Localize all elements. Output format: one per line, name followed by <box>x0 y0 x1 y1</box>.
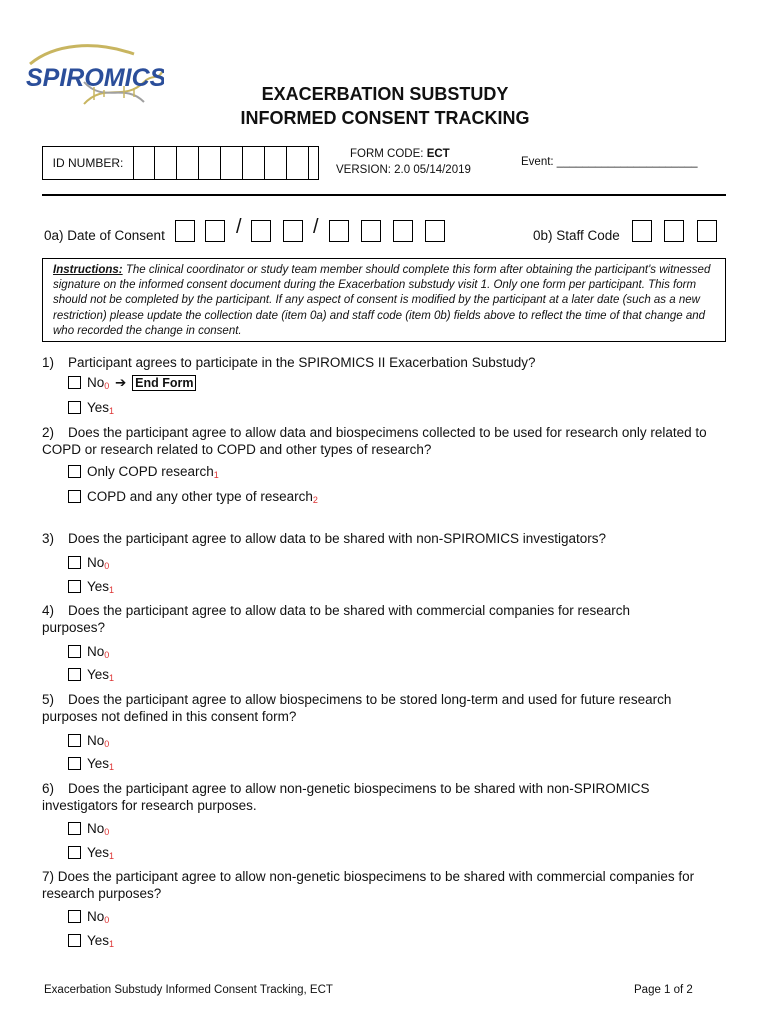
option-label: Yes <box>87 667 110 682</box>
checkbox[interactable] <box>68 401 81 414</box>
checkbox[interactable] <box>68 757 81 770</box>
option-label: No <box>87 821 105 836</box>
date-digit-box[interactable] <box>425 220 445 242</box>
form-title-line2: INFORMED CONSENT TRACKING <box>240 108 530 128</box>
option-label: COPD and any other type of research <box>87 489 313 504</box>
question-number: 5) <box>42 692 55 707</box>
option-label: No <box>87 375 105 390</box>
option-code: 1 <box>109 673 115 683</box>
option-q5-no[interactable] <box>68 733 109 749</box>
option-q4-yes[interactable] <box>68 667 114 683</box>
checkbox[interactable] <box>68 668 81 681</box>
question-6 <box>42 780 682 814</box>
question-text: Participant agrees to participate in the SPIROMICS II Exacerbation Substudy? <box>68 355 536 370</box>
id-number-cell[interactable] <box>199 147 221 179</box>
staff-code-box[interactable] <box>632 220 652 242</box>
question-4 <box>42 602 662 636</box>
id-number-cell[interactable] <box>287 147 309 179</box>
option-code: 1 <box>109 939 115 949</box>
option-code: 0 <box>104 381 110 391</box>
option-q2-copd-only[interactable] <box>68 464 219 480</box>
option-code: 0 <box>104 915 110 925</box>
question-1 <box>42 354 732 371</box>
option-code: 1 <box>109 851 115 861</box>
footer-form-name: Exacerbation Substudy Informed Consent Tracking, ECT <box>44 984 333 996</box>
question-text: Does the participant agree to allow non-genetic biospecimens to be shared with commercial companies for research purposes? <box>42 869 695 901</box>
arrow-right-icon: ➔ <box>115 375 127 390</box>
id-number-cell[interactable] <box>155 147 177 179</box>
checkbox[interactable] <box>68 490 81 503</box>
option-code: 1 <box>109 406 115 416</box>
option-label: Only COPD research <box>87 464 214 479</box>
staff-code-label: 0b) Staff Code <box>533 228 620 243</box>
question-text: Does the participant agree to allow data to be shared with non-SPIROMICS investigators? <box>68 531 607 546</box>
id-number-box <box>42 146 319 180</box>
date-digit-box[interactable] <box>329 220 349 242</box>
question-number: 3) <box>42 531 55 546</box>
date-separator: / <box>313 216 319 238</box>
question-5 <box>42 691 702 725</box>
staff-code-box[interactable] <box>697 220 717 242</box>
option-label: No <box>87 733 105 748</box>
option-label: Yes <box>87 400 110 415</box>
option-q1-no[interactable] <box>68 375 196 391</box>
option-label: No <box>87 555 105 570</box>
event-field[interactable]: Event: ______________________ <box>521 156 698 168</box>
id-number-cell[interactable] <box>243 147 265 179</box>
id-number-label: ID NUMBER: <box>43 147 134 179</box>
option-code: 0 <box>104 827 110 837</box>
option-q6-no[interactable] <box>68 821 109 837</box>
question-text: Does the participant agree to allow non-genetic biospecimens to be shared with non-SPIROMICS investigators for research purposes. <box>42 781 650 813</box>
staff-code-box[interactable] <box>664 220 684 242</box>
option-q2-copd-other[interactable] <box>68 489 318 505</box>
question-3 <box>42 530 732 547</box>
date-digit-box[interactable] <box>393 220 413 242</box>
question-text: Does the participant agree to allow data and biospecimens collected to be used for research only related to COPD or research related to COPD and other types of research? <box>42 425 707 457</box>
option-label: No <box>87 644 105 659</box>
id-number-cell[interactable] <box>177 147 199 179</box>
option-q7-no[interactable] <box>68 909 109 925</box>
option-label: Yes <box>87 845 110 860</box>
id-number-cell[interactable] <box>221 147 243 179</box>
form-title-line1: EXACERBATION SUBSTUDY <box>261 84 509 104</box>
option-code: 0 <box>104 739 110 749</box>
end-form-label: End Form <box>132 375 196 391</box>
option-code: 1 <box>109 762 115 772</box>
question-text: Does the participant agree to allow biospecimens to be stored long-term and used for future research purposes not defined in this consent form? <box>42 692 672 724</box>
date-digit-box[interactable] <box>283 220 303 242</box>
question-number: 6) <box>42 781 55 796</box>
form-version: VERSION: 2.0 05/14/2019 <box>336 164 471 176</box>
date-digit-box[interactable] <box>205 220 225 242</box>
option-code: 1 <box>213 470 219 480</box>
option-label: Yes <box>87 933 110 948</box>
header-divider <box>42 194 726 196</box>
id-number-cell[interactable] <box>265 147 287 179</box>
checkbox[interactable] <box>68 556 81 569</box>
logo-text: SPIROMICS <box>26 64 164 92</box>
checkbox[interactable] <box>68 934 81 947</box>
checkbox[interactable] <box>68 910 81 923</box>
option-code: 0 <box>104 650 110 660</box>
option-code: 1 <box>109 585 115 595</box>
id-number-cell[interactable] <box>133 147 155 179</box>
option-code: 2 <box>312 495 318 505</box>
checkbox[interactable] <box>68 465 81 478</box>
instructions-text: The clinical coordinator or study team member should complete this form after obtaining the participant's witnessed signature on the informed consent document during the Exacerbation substudy visit 1. Only one form per participant. This form should not be completed by the participant. If any aspect of consent is modified by the participant at a later date (such as a new restriction) please update the collection date (item 0a) and staff code (item 0b) fields above to reflect the time of that change and who recorded the change in consent. <box>53 264 711 337</box>
checkbox[interactable] <box>68 822 81 835</box>
question-text: Does the participant agree to allow data to be shared with commercial companies for research purposes? <box>42 603 631 635</box>
option-q6-yes[interactable] <box>68 845 114 861</box>
form-code <box>350 148 450 160</box>
checkbox[interactable] <box>68 645 81 658</box>
question-number: 2) <box>42 425 55 440</box>
date-of-consent-label: 0a) Date of Consent <box>44 228 165 243</box>
option-q5-yes[interactable] <box>68 756 114 772</box>
option-q3-no[interactable] <box>68 555 109 571</box>
option-q7-yes[interactable] <box>68 933 114 949</box>
question-number: 7) <box>42 869 55 884</box>
checkbox[interactable] <box>68 376 81 389</box>
question-7 <box>42 868 726 902</box>
date-digit-box[interactable] <box>175 220 195 242</box>
checkbox[interactable] <box>68 734 81 747</box>
option-label: Yes <box>87 756 110 771</box>
option-q4-no[interactable] <box>68 644 109 660</box>
date-separator: / <box>236 216 242 238</box>
checkbox[interactable] <box>68 846 81 859</box>
question-2 <box>42 424 732 458</box>
option-q1-yes[interactable] <box>68 400 114 416</box>
question-number: 4) <box>42 603 55 618</box>
form-code-value: ECT <box>426 148 450 160</box>
checkbox[interactable] <box>68 580 81 593</box>
instructions-label: Instructions: <box>53 264 123 276</box>
form-code-label: FORM CODE: <box>350 148 424 160</box>
option-label: Yes <box>87 579 110 594</box>
option-code: 0 <box>104 561 110 571</box>
date-digit-box[interactable] <box>361 220 381 242</box>
option-label: No <box>87 909 105 924</box>
option-q3-yes[interactable] <box>68 579 114 595</box>
footer-page-number: Page 1 of 2 <box>634 984 693 996</box>
date-digit-box[interactable] <box>251 220 271 242</box>
instructions-box <box>42 258 726 342</box>
question-number: 1) <box>42 355 55 370</box>
